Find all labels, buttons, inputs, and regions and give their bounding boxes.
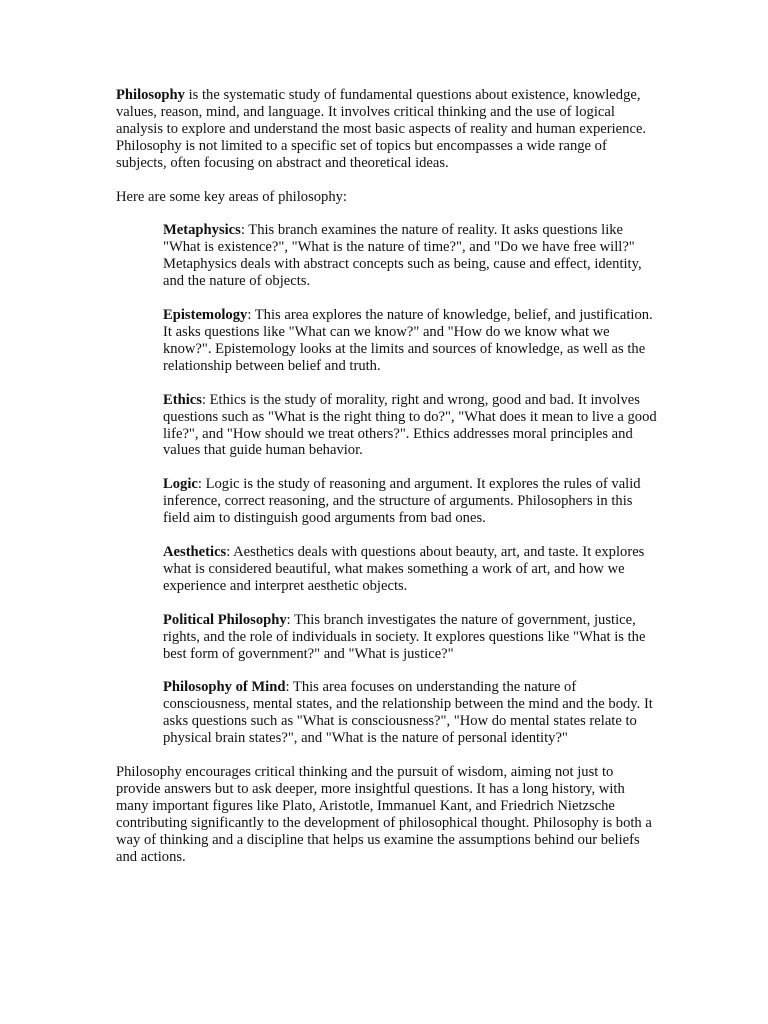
area-term: Aesthetics — [163, 544, 227, 561]
areas-list — [163, 222, 659, 747]
area-term: Epistemology — [163, 307, 248, 324]
area-text: : Aesthetics deals with questions about beauty, art, and taste. It explores what is considered beautiful, what makes something a work of art, and how we experience and interpret aesthetic objects. — [163, 544, 645, 594]
area-text: : This branch examines the nature of reality. It asks questions like "What is existence?", "What is the nature of time?", and "Do we have free will?" Metaphysics deals with abstract concepts such as being, cause and effect, identity, and the nature of objects. — [163, 222, 642, 290]
area-term: Metaphysics — [163, 222, 241, 239]
area-ethics — [163, 392, 659, 460]
intro-term: Philosophy — [116, 87, 185, 103]
area-term: Logic — [163, 476, 198, 493]
area-aesthetics — [163, 544, 659, 595]
area-political-philosophy — [163, 612, 659, 663]
area-text: : This area focuses on understanding the nature of consciousness, mental states, and the relationship between the mind and the body. It asks questions such as "What is consciousness?", "How do mental states relate to physical brain states?", and "What is the nature of personal identity?" — [163, 679, 653, 747]
area-term: Ethics — [163, 391, 202, 408]
area-metaphysics — [163, 222, 659, 290]
area-text: : This branch investigates the nature of government, justice, rights, and the role of individuals in society. It explores questions like "What is the best form of government?" and "What is justice?" — [163, 611, 646, 662]
area-text: : Logic is the study of reasoning and argument. It explores the rules of valid inference, correct reasoning, and the structure of arguments. Philosophers in this field aim to distinguish good arguments from bad ones. — [163, 476, 641, 527]
area-term: Philosophy of Mind — [163, 679, 286, 696]
intro-paragraph — [116, 87, 656, 172]
area-text: : Ethics is the study of morality, right and wrong, good and bad. It involves questions such as "What is the right thing to do?", "What does it mean to live a good life?", and "How should we treat others?". Ethics addresses moral principles and values that guide human behavior. — [163, 391, 657, 459]
area-text: : This area explores the nature of knowledge, belief, and justification. It asks questions like "What can we know?" and "How do we know what we know?". Epistemology looks at the limits and sources of knowledge, as well as the relationship between belief and truth. — [163, 307, 653, 374]
document-page — [116, 87, 656, 866]
closing-paragraph: Philosophy encourages critical thinking and the pursuit of wisdom, aiming not just to provide answers but to ask deeper, more insightful questions. It has a long history, with many important figures like Plato, Aristotle, Immanuel Kant, and Friedrich Nietzsche contributing significantly to the development of philosophical thought. Philosophy is both a way of thinking and a discipline that helps us examine the assumptions behind our beliefs and actions. — [116, 764, 652, 865]
area-philosophy-of-mind — [163, 679, 659, 747]
intro-text: is the systematic study of fundamental questions about existence, knowledge, values, reason, mind, and language. It involves critical thinking and the use of logical analysis to explore and understand the most basic aspects of reality and human experience. Philosophy is not limited to a specific set of topics but encompasses a wide range of subjects, often focusing on abstract and theoretical ideas. — [116, 87, 647, 171]
area-term: Political Philosophy — [163, 611, 287, 628]
areas-lead-in: Here are some key areas of philosophy: — [116, 188, 347, 205]
area-epistemology — [163, 307, 659, 375]
area-logic — [163, 476, 659, 527]
